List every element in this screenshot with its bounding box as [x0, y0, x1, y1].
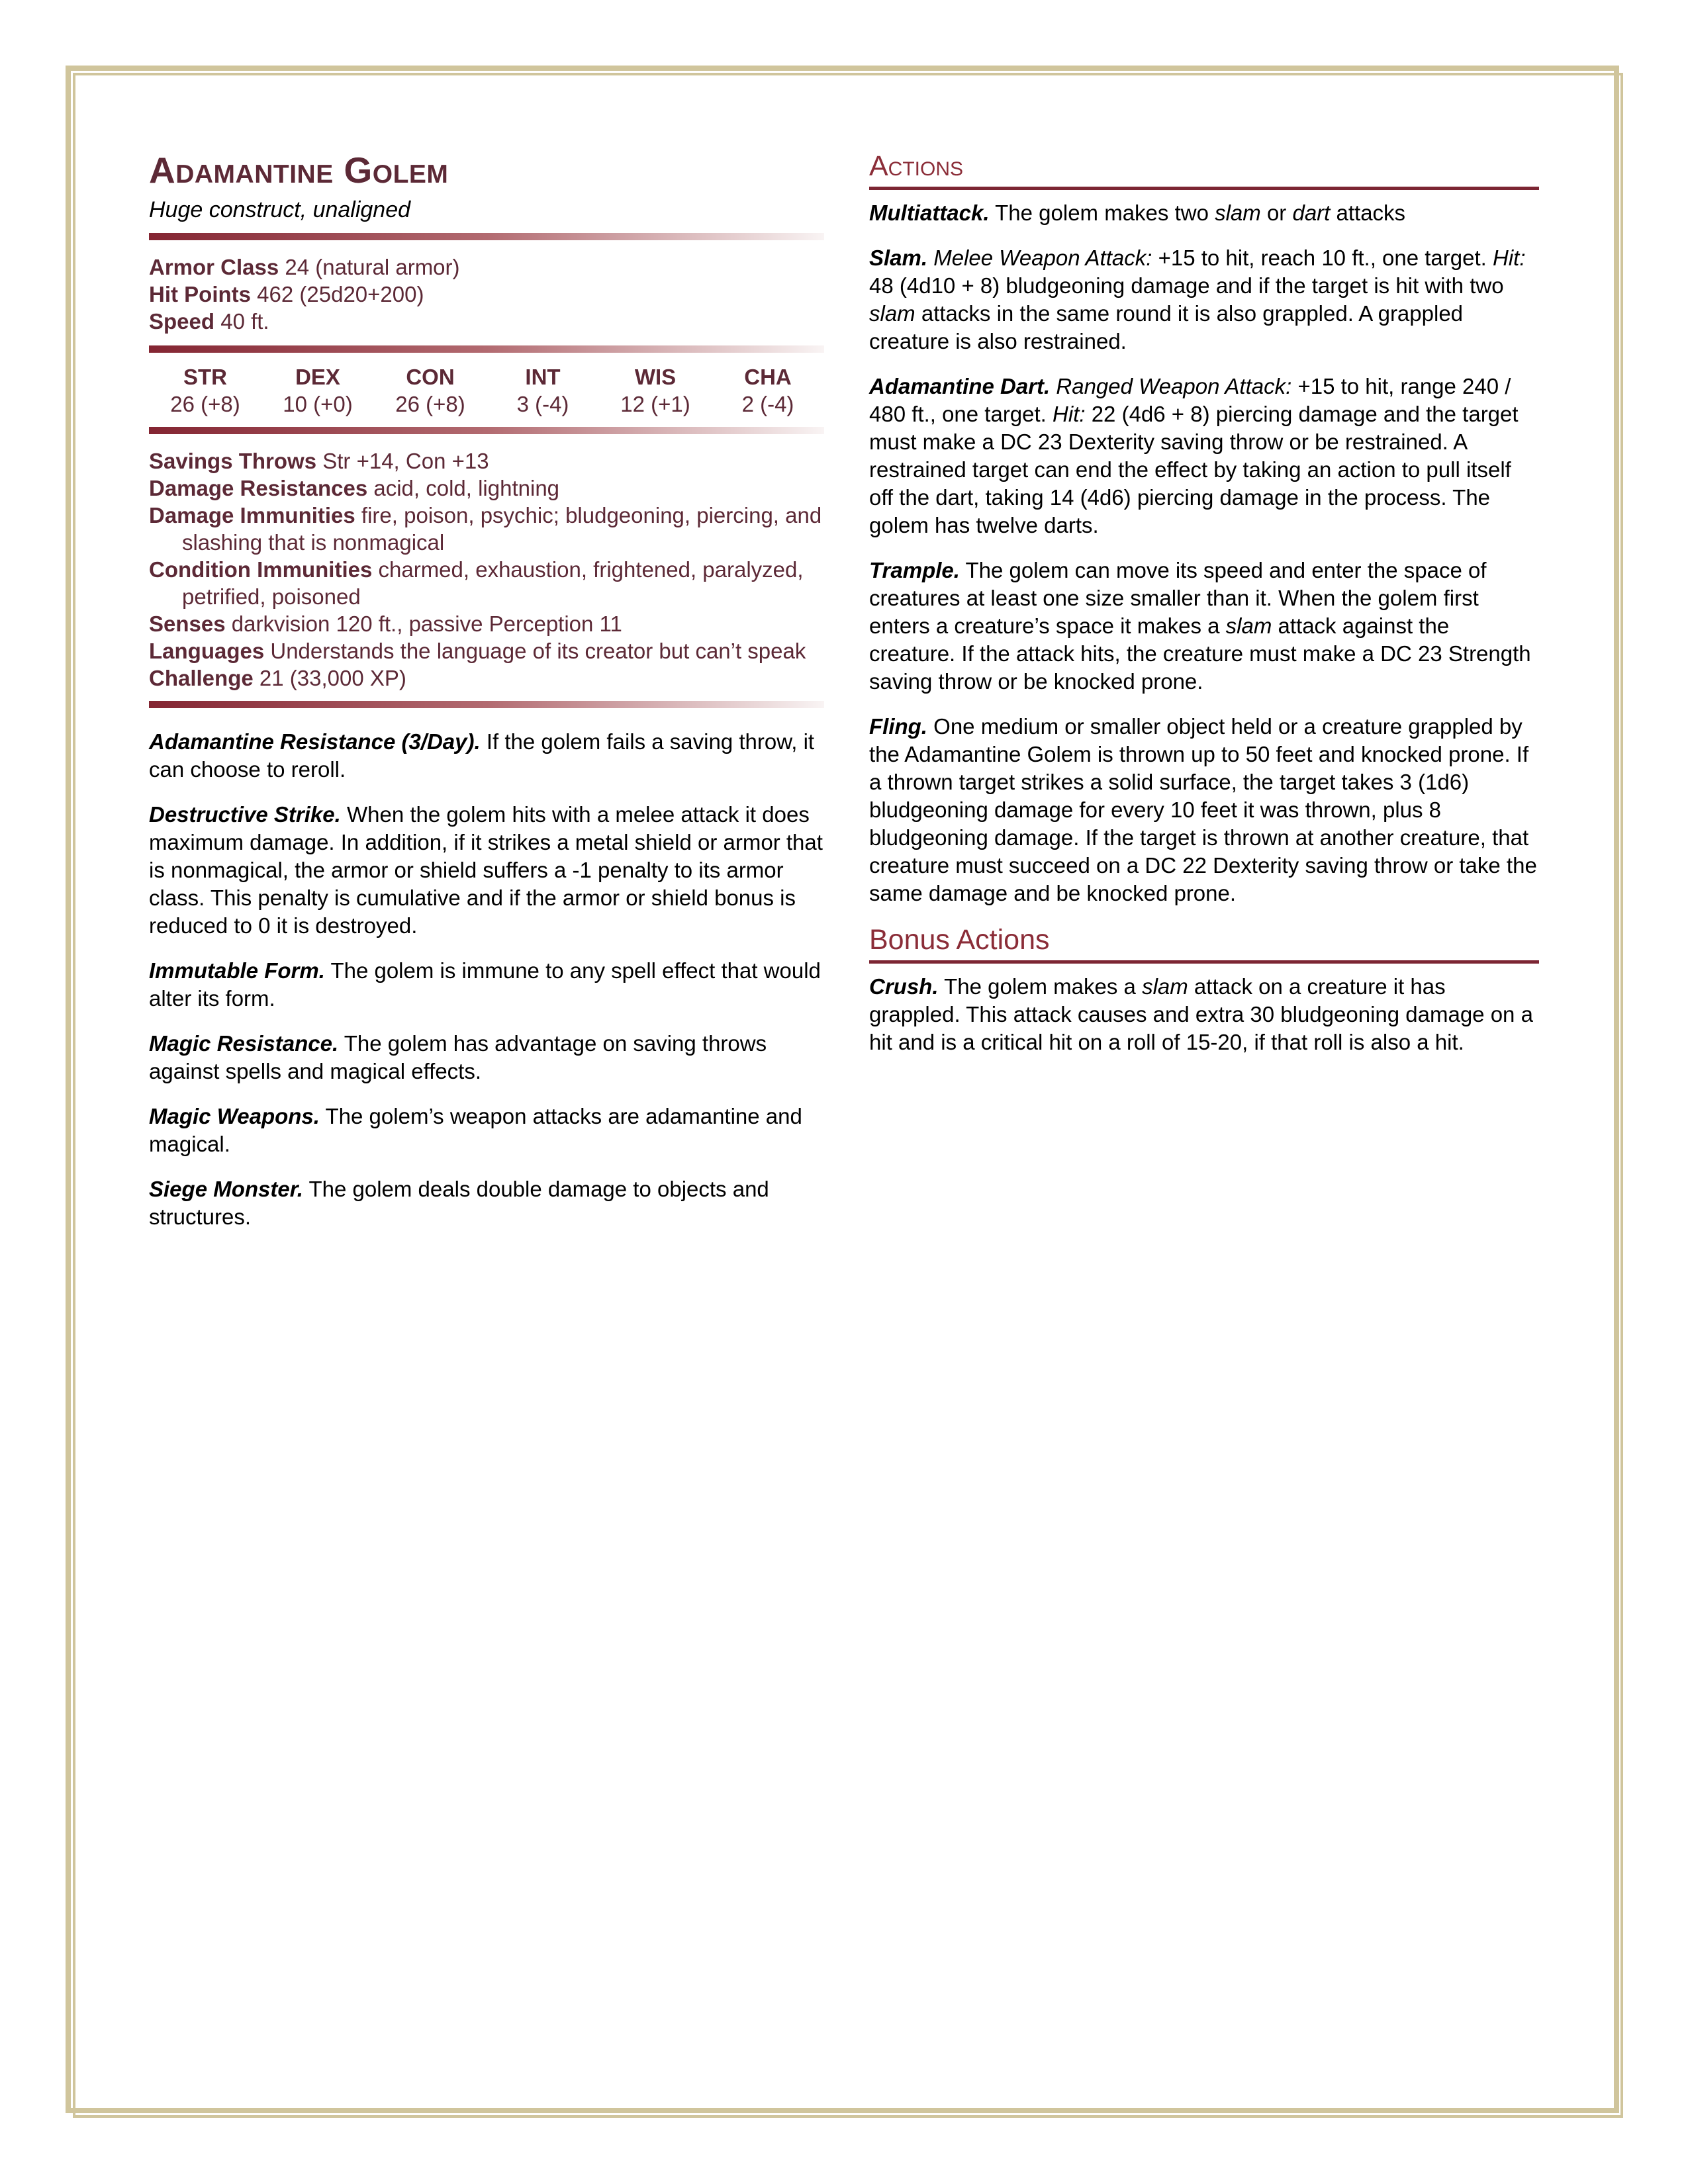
detail-stats-block	[149, 447, 824, 692]
text-run: The golem makes two	[989, 201, 1215, 225]
core-stat-line-label: Hit Points	[149, 282, 251, 306]
bonus-actions-list	[869, 973, 1539, 1056]
detail-stat-line	[149, 637, 824, 664]
text-run: Hit:	[1053, 402, 1086, 426]
entry-name: Magic Resistance.	[149, 1031, 339, 1056]
detail-stat-line-value: 21 (33,000 XP)	[253, 666, 406, 690]
core-stat-line-label: Armor Class	[149, 255, 279, 279]
ability-score: 3 (-4)	[516, 392, 569, 416]
core-stat-line-value: 40 ft.	[214, 309, 269, 334]
entry-name: Slam.	[869, 246, 928, 270]
detail-stat-line-value: Str +14, Con +13	[316, 449, 489, 473]
detail-stat-line-value: charmed, exhaustion, frightened, paralyzed, petrified, poisoned	[182, 557, 804, 609]
ability-score: 12 (+1)	[620, 392, 690, 416]
actions-list	[869, 199, 1539, 907]
core-stat-line-label: Speed	[149, 309, 215, 334]
trait-paragraph	[149, 1103, 824, 1158]
ability-score: 2 (-4)	[741, 392, 794, 416]
text-run: +15 to hit, range 240 / 480 ft., one target.	[869, 374, 1511, 426]
text-run: slam	[869, 301, 915, 326]
action-paragraph	[869, 244, 1539, 355]
text-run: slam	[1142, 974, 1188, 999]
bonus-actions-header: Bonus Actions	[869, 925, 1539, 964]
text-run: attack on a creature it has grappled. This attack causes and extra 30 bludgeoning damage on a hit and is a critical hit on a roll of 15-20, if that roll is also a hit.	[869, 974, 1533, 1054]
ability-int	[487, 363, 599, 418]
detail-stat-line-label: Challenge	[149, 666, 254, 690]
ability-abbr: CON	[406, 365, 455, 389]
ability-con	[374, 363, 487, 418]
core-stat-line	[149, 281, 824, 308]
ability-score: 26 (+8)	[170, 392, 240, 416]
trait-paragraph	[149, 957, 824, 1013]
entry-name: Adamantine Resistance (3/Day).	[149, 729, 481, 754]
detail-stat-line-label: Languages	[149, 639, 265, 663]
gradient-divider	[149, 701, 824, 708]
text-run: +15 to hit, reach 10 ft., one target.	[1152, 246, 1493, 270]
detail-stat-line-value: fire, poison, psychic; bludgeoning, piercing, and slashing that is nonmagical	[182, 503, 822, 555]
gradient-divider	[149, 233, 824, 240]
text-run: When the golem hits with a melee attack it does maximum damage. In addition, if it strikes a metal shield or armor that is nonmagical, the armor or shield suffers a -1 penalty to its armor class. This penalty is cumulative and if the armor or shield bonus is reduced to 0 it is destroyed.	[149, 802, 823, 938]
detail-stat-line	[149, 610, 824, 637]
core-stat-line	[149, 308, 824, 335]
ability-cha	[712, 363, 824, 418]
action-paragraph	[869, 199, 1539, 227]
core-stat-line-value: 462 (25d20+200)	[251, 282, 424, 306]
entry-name: Adamantine Dart.	[869, 374, 1051, 398]
detail-stat-line-label: Damage Resistances	[149, 476, 368, 500]
core-stat-line-value: 24 (natural armor)	[279, 255, 460, 279]
trait-paragraph	[149, 1175, 824, 1231]
detail-stat-line-label: Senses	[149, 612, 226, 636]
core-stats-block	[149, 253, 824, 335]
detail-stat-line	[149, 447, 824, 475]
ability-abbr: DEX	[295, 365, 340, 389]
text-run: or	[1260, 201, 1293, 225]
ability-abbr: WIS	[634, 365, 677, 389]
text-run: attack against the creature. If the attack hits, the creature must make a DC 23 Strength saving throw or be knocked prone.	[869, 614, 1531, 694]
entry-name: Crush.	[869, 974, 939, 999]
entry-name: Multiattack.	[869, 201, 990, 225]
trait-paragraph	[149, 801, 824, 940]
text-run: One medium or smaller object held or a creature grappled by the Adamantine Golem is thrown up to 50 feet and knocked prone. If a thrown target strikes a solid surface, the target takes 3 (1d6) bludgeoning damage for every 10 feet it was thrown, plus 8 bludgeoning damage. If the target is thrown at another creature, that creature must succeed on a DC 22 Dexterity saving throw or take the same damage and be knocked prone.	[869, 714, 1537, 905]
right-column	[869, 151, 1539, 1073]
detail-stat-line-value: Understands the language of its creator but can’t speak	[264, 639, 806, 663]
creature-subtitle: Huge construct, unaligned	[149, 197, 411, 222]
text-run: The golem deals double damage to objects and structures.	[149, 1177, 769, 1229]
text-run: The golem can move its speed and enter the space of creatures at least one size smaller than it. When the golem first enters a creature’s space it makes a	[869, 558, 1487, 638]
text-run: The golem makes a	[938, 974, 1143, 999]
traits-section	[149, 728, 824, 1231]
text-run: attacks in the same round it is also grappled. A grappled creature is also restrained.	[869, 301, 1464, 353]
text-run: 22 (4d6 + 8) piercing damage and the target must make a DC 23 Dexterity saving throw or be restrained. A restrained target can end the effect by taking an action to pull itself off the dart, taking 14 (4d6) piercing damage in the process. The golem has twelve darts.	[869, 402, 1519, 537]
ability-abbr: STR	[183, 365, 227, 389]
detail-stat-line-value: darkvision 120 ft., passive Perception 11	[225, 612, 622, 636]
action-paragraph	[869, 557, 1539, 696]
gradient-divider	[149, 345, 824, 353]
detail-stat-line	[149, 475, 824, 502]
text-run	[1050, 374, 1056, 398]
entry-name: Trample.	[869, 558, 960, 582]
ability-wis	[599, 363, 712, 418]
text-run	[927, 246, 933, 270]
core-stat-line	[149, 253, 824, 281]
bonus-action-paragraph	[869, 973, 1539, 1056]
detail-stat-line-label: Condition Immunities	[149, 557, 373, 582]
creature-title: Adamantine Golem	[149, 150, 449, 191]
ability-score: 26 (+8)	[395, 392, 465, 416]
ability-str	[149, 363, 261, 418]
ability-score: 10 (+0)	[283, 392, 353, 416]
text-run: 48 (4d10 + 8) bludgeoning damage and if the target is hit with two	[869, 273, 1504, 298]
text-run: slam	[1215, 201, 1261, 225]
text-run: Melee Weapon Attack:	[933, 246, 1152, 270]
text-run: attacks	[1330, 201, 1406, 225]
entry-name: Immutable Form.	[149, 958, 325, 983]
text-run: The golem is immune to any spell effect that would alter its form.	[149, 958, 821, 1011]
detail-stat-line-value: acid, cold, lightning	[367, 476, 560, 500]
detail-stat-line-label: Savings Throws	[149, 449, 317, 473]
actions-header: Actions	[869, 151, 1539, 190]
entry-name: Fling.	[869, 714, 927, 739]
entry-name: Destructive Strike.	[149, 802, 341, 827]
text-run: The golem’s weapon attacks are adamantine and magical.	[149, 1104, 802, 1156]
detail-stat-line	[149, 502, 824, 556]
text-run: If the golem fails a saving throw, it can choose to reroll.	[149, 729, 815, 782]
detail-stat-line-label: Damage Immunities	[149, 503, 355, 527]
text-run: dart	[1292, 201, 1331, 225]
left-column	[149, 151, 824, 1248]
action-paragraph	[869, 713, 1539, 907]
ability-score-table	[149, 363, 824, 418]
entry-name: Siege Monster.	[149, 1177, 303, 1201]
text-run: The golem has advantage on saving throws against spells and magical effects.	[149, 1031, 767, 1083]
text-run: Hit:	[1492, 246, 1526, 270]
entry-name: Magic Weapons.	[149, 1104, 320, 1128]
ability-abbr: CHA	[744, 365, 792, 389]
detail-stat-line	[149, 664, 824, 692]
ability-dex	[261, 363, 374, 418]
text-run: slam	[1225, 614, 1272, 638]
trait-paragraph	[149, 728, 824, 784]
detail-stat-line	[149, 556, 824, 610]
gradient-divider	[149, 427, 824, 434]
ability-abbr: INT	[525, 365, 561, 389]
action-paragraph	[869, 373, 1539, 539]
text-run: Ranged Weapon Attack:	[1056, 374, 1292, 398]
trait-paragraph	[149, 1030, 824, 1085]
